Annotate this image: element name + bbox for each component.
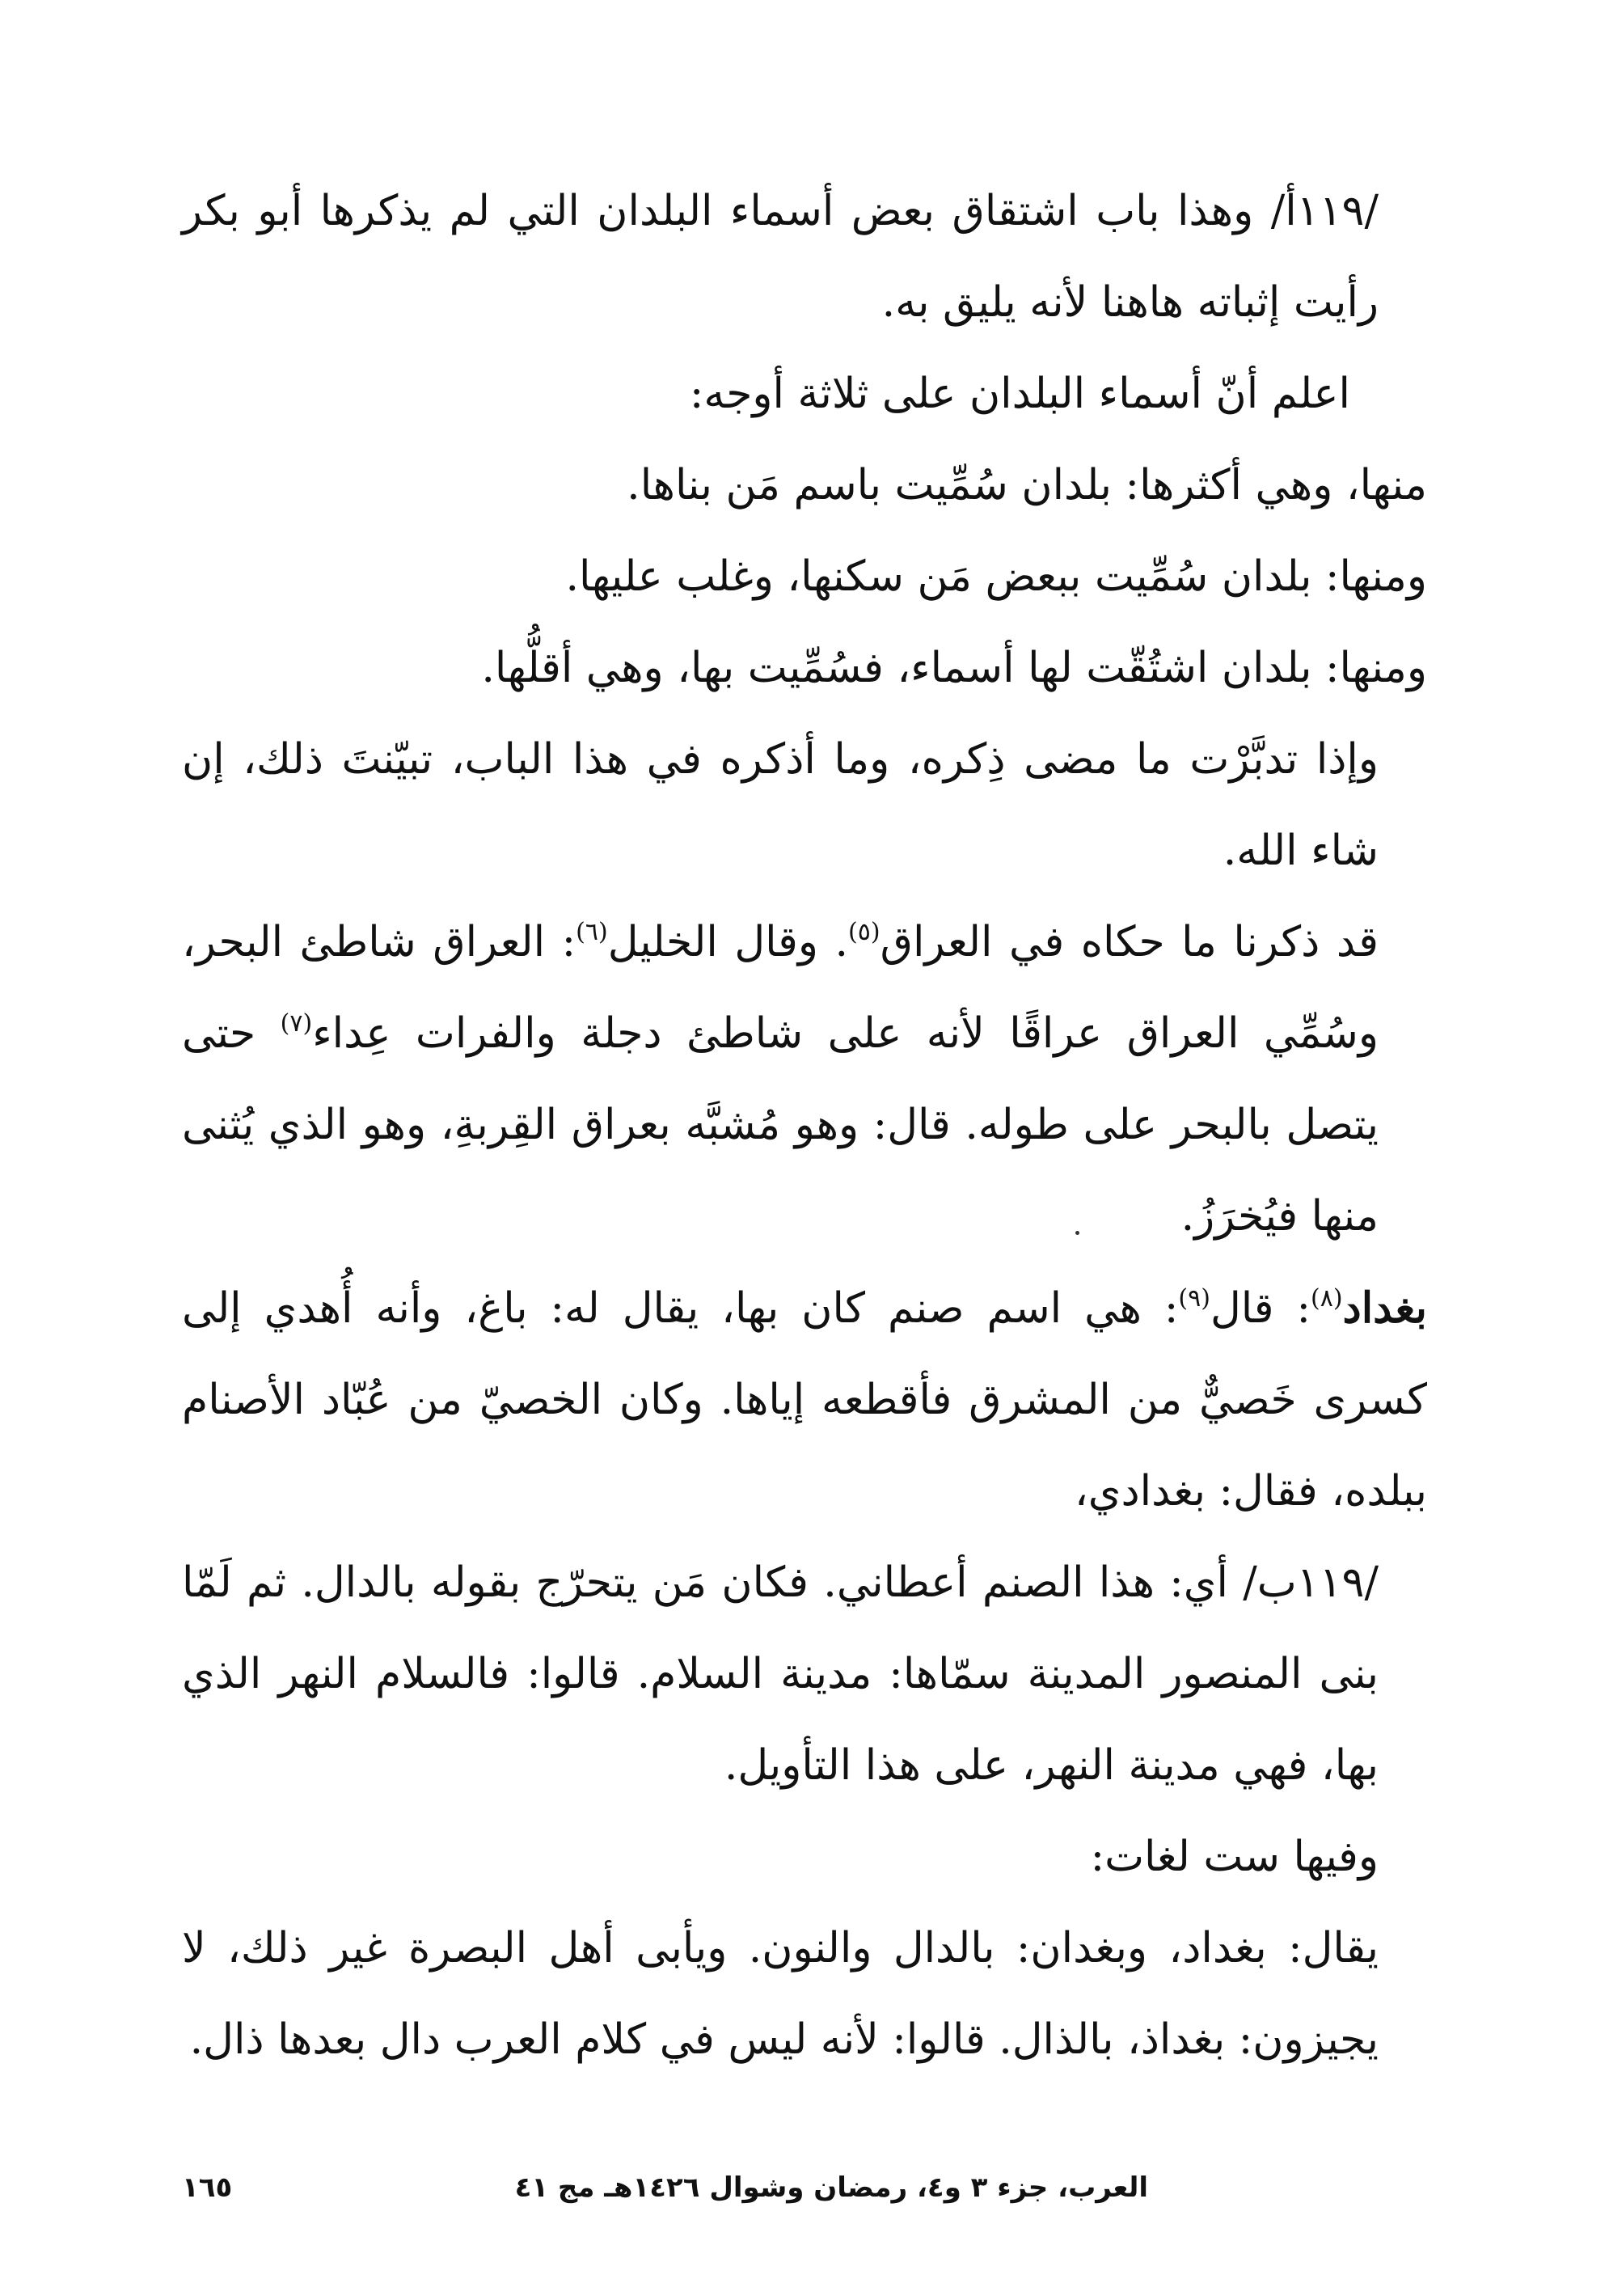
paragraph-way-two <box>182 531 1427 623</box>
paragraph-text: : هي اسم صنم كان بها، يقال له: باغ، وأنه أُهدي إلى كسرى خَصيٌّ من المشرق فأقطعه إياها. وكان الخصيّ من عُبّاد الأصنام ببلده، فقال: بغدادي، <box>182 1284 1427 1516</box>
paragraph-text: حتى يتصل بالبحر على طوله. قال: وهو مُشبَّه بعراق القِربةِ، وهو الذي يُثنى منها فيُخرَزُ. <box>182 1009 1379 1241</box>
journal-citation: العرب، جزء ٣ و٤، رمضان وشوال ١٤٢٦هـ مج ٤١ <box>514 2171 1148 2204</box>
main-text <box>182 166 1427 2086</box>
scan-speck <box>1075 1231 1079 1235</box>
paragraph-text: /١١٩ب/ أي: هذا الصنم أعطاني. فكان مَن يتحرّج بقوله بالدال. ثم لَمّا بنى المنصور المدينة سمّاها: مدينة السلام. قالوا: فالسلام النهر الذي بها، فهي مدينة النهر، على هذا التأويل. <box>182 1558 1379 1790</box>
paragraph-text: وفيها ست لغات: <box>1090 1833 1379 1881</box>
footnote-marker: (٩) <box>1178 1284 1210 1313</box>
page-footer <box>182 2171 1427 2220</box>
paragraph-text: ومنها: بلدان اشتُقّت لها أسماء، فسُمِّيت بها، وهي أقلُّها. <box>481 644 1427 692</box>
paragraph-intro <box>182 166 1427 349</box>
paragraph-variants <box>182 1903 1427 2086</box>
paragraph-text: : قال <box>1210 1284 1311 1333</box>
paragraph-text: . وقال الخليل <box>607 918 849 966</box>
paragraph-city-of-peace <box>182 1537 1427 1812</box>
paragraph-text: منها، وهي أكثرها: بلدان سُمِّيت باسم مَن بناها. <box>627 461 1427 510</box>
footnote-marker: (٦) <box>576 918 608 946</box>
paragraph-way-three <box>182 623 1427 714</box>
paragraph-text: يقال: بغداد، وبغدان: بالدال والنون. ويأبى أهل البصرة غير ذلك، لا يجيزون: بغداذ، بالذال. قالوا: لأنه ليس في كلام العرب دال بعدها ذال. <box>182 1924 1379 2064</box>
paragraph-text: ومنها: بلدان سُمِّيت ببعض مَن سكنها، وغلب عليها. <box>565 552 1427 601</box>
page-number: ١٦٥ <box>182 2171 233 2204</box>
paragraph-text: اعلم أنّ أسماء البلدان على ثلاثة أوجه: <box>689 370 1350 418</box>
paragraph-baghdad <box>182 1262 1427 1537</box>
paragraph-way-one <box>182 440 1427 531</box>
paragraph-iraq <box>182 897 1427 1262</box>
footnote-marker: (٨) <box>1310 1284 1343 1313</box>
paragraph-text: قد ذكرنا ما حكاه في العراق <box>880 918 1379 966</box>
paragraph-text: وإذا تدبَّرْت ما مضى ذِكره، وما أذكره في هذا الباب، تبيّنتَ ذلك، إن شاء الله. <box>182 735 1379 875</box>
footnote-marker: (٥) <box>848 918 881 946</box>
paragraph-reflection <box>182 714 1427 897</box>
paragraph-six-forms <box>182 1812 1427 1903</box>
entry-heading: بغداد <box>1342 1283 1428 1333</box>
footnote-marker: (٧) <box>280 1009 313 1038</box>
paragraph-three-ways <box>182 349 1427 440</box>
paragraph-text: : العراق شاطئ البحر، وسُمِّي العراق عراقًا لأنه على شاطئ دجلة والفرات عِداء <box>182 918 1379 1058</box>
paragraph-text: /١١٩أ/ وهذا باب اشتقاق بعض أسماء البلدان التي لم يذكرها أبو بكر رأيت إثباته هاهنا لأنه يليق به. <box>182 187 1379 327</box>
